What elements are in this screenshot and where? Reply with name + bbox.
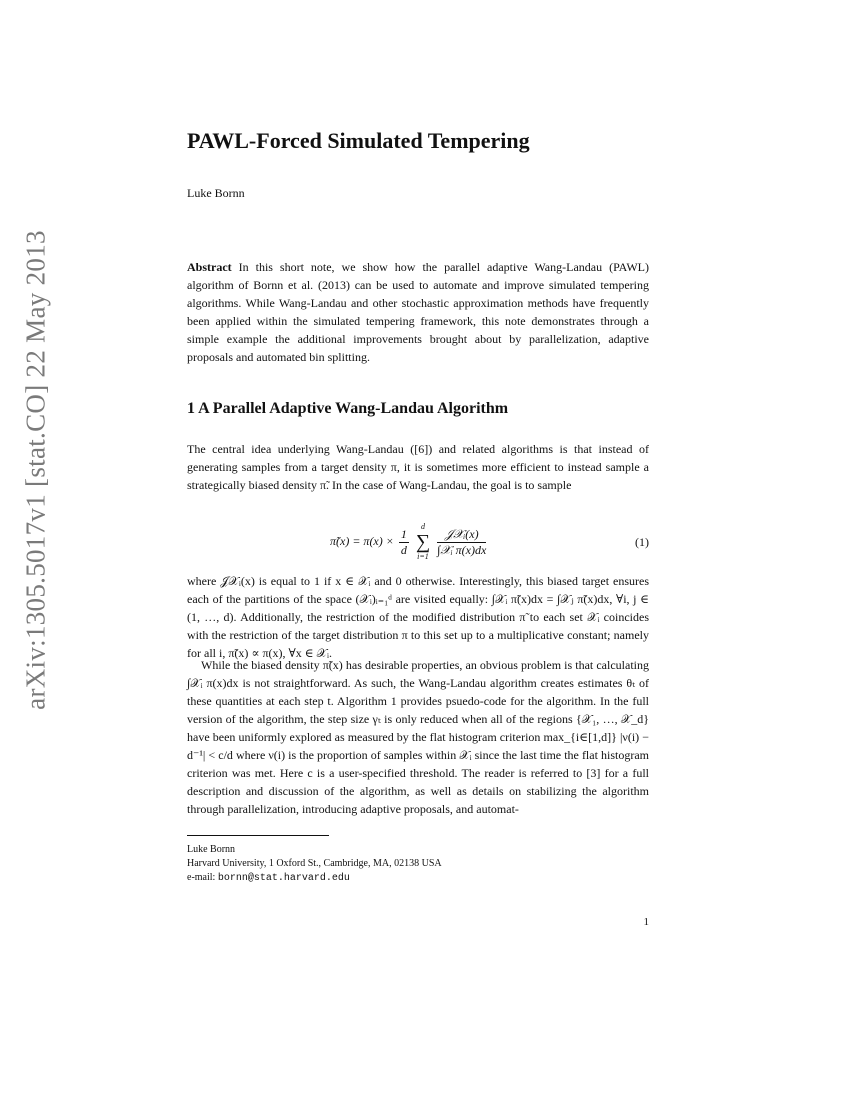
abstract bbox=[187, 258, 649, 366]
abstract-text: In this short note, we show how the parallel adaptive Wang-Landau (PAWL) algorithm of Bornn et al. (2013) can be used to automate and improve simulated tempering algorithms. While Wang-Landau and other stochastic approximation methods have frequently been applied within the simulated tempering framework, this note demonstrates through a simple example the additional improvements brought about by parallelization, adaptive proposals and automated bin splitting. bbox=[187, 260, 650, 364]
paragraph-1: The central idea underlying Wang-Landau ([6]) and related algorithms is that instead of generating samples from a target density π, it is sometimes more efficient to instead sample a strategically biased density π̃. In the case of Wang-Landau, the goal is to sample bbox=[187, 442, 649, 492]
email-label: e-mail: bbox=[187, 872, 218, 883]
footnote-rule bbox=[187, 835, 329, 836]
footnote-address: Harvard University, 1 Oxford St., Cambridge, MA, 02138 USA bbox=[187, 858, 442, 869]
arxiv-sidebar bbox=[12, 230, 60, 710]
sum-symbol: ∑ bbox=[415, 531, 431, 553]
paragraph-2: where 𝒥𝒳ᵢ(x) is equal to 1 if x ∈ 𝒳ᵢ and 0 otherwise. Interestingly, this biased target ensures each of the partitions of the space (𝒳ᵢ)ᵢ₌₁ᵈ are visited equally: ∫𝒳ᵢ π̃(x)dx = ∫𝒳ⱼ π̃(x)dx, ∀i, j ∈ (1, …, d). Additionally, the restriction of the modified distribution π̃ to each set 𝒳ᵢ coincides with the restriction of the target distribution π to this set up to a multiplicative constant; namely for all i, π̃(x) ∝ π(x), ∀x ∈ 𝒳ᵢ. bbox=[187, 574, 649, 660]
equation-number: (1) bbox=[635, 535, 649, 549]
equation-1 bbox=[330, 522, 488, 562]
section-1-title: 1 A Parallel Adaptive Wang-Landau Algorithm bbox=[187, 400, 509, 417]
fraction-one-over-d bbox=[399, 527, 409, 558]
footnote-affiliation bbox=[187, 843, 442, 886]
fraction-numerator: 1 bbox=[400, 526, 407, 541]
fraction-denominator: d bbox=[400, 542, 407, 557]
footnote-name: Luke Bornn bbox=[187, 844, 236, 855]
page-number: 1 bbox=[643, 916, 649, 928]
arxiv-identifier: arXiv:1305.5017v1 [stat.CO] 22 May 2013 bbox=[20, 230, 51, 710]
sum-upper: d bbox=[420, 522, 425, 531]
indicator-numerator: 𝒥𝒳ᵢ(x) bbox=[437, 527, 486, 543]
integral-denominator: ∫𝒳ᵢ π(x)dx bbox=[437, 542, 487, 557]
sum-lower: i=1 bbox=[417, 552, 429, 561]
author-name: Luke Bornn bbox=[187, 186, 245, 200]
paper-title: PAWL-Forced Simulated Tempering bbox=[187, 128, 530, 153]
summation bbox=[416, 522, 430, 562]
paragraph-3: While the biased density π̃(x) has desirable properties, an obvious problem is that calculating ∫𝒳ᵢ π(x)dx is not straightforward. As such, the Wang-Landau algorithm creates estimates θₜ of these quantities at each step t. Algorithm 1 provides psuedo-code for the algorithm. In the full version of the algorithm, the step size γₜ is only reduced when all of the regions {𝒳₁, …, 𝒳_d} have been uniformly explored as measured by the flat histogram criterion max_{i∈[1,d]} |ν(i) − d⁻¹| < c/d where ν(i) is the proportion of samples within 𝒳ᵢ since the last time the flat histogram criterion was met. Here c is a user-specified threshold. The reader is referred to [3] for a full description and discussion of the algorithm, as well as details on stabilizing the algorithm through parallelization, introducing adaptive proposals, and automat- bbox=[187, 658, 649, 816]
footnote-email-line bbox=[187, 871, 442, 886]
equation-lhs: π̃(x) = π(x) × bbox=[330, 533, 394, 548]
indicator-fraction bbox=[437, 527, 486, 558]
email-link[interactable]: bornn@stat.harvard.edu bbox=[217, 873, 350, 884]
abstract-label: Abstract bbox=[187, 260, 232, 274]
